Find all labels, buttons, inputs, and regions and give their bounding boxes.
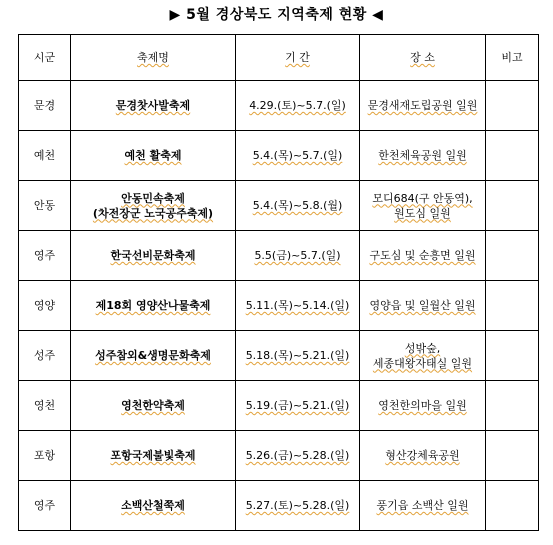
cell-region: 예천 xyxy=(19,131,71,181)
cell-festival-name: 소백산철쭉제 xyxy=(71,481,236,531)
cell-place: 형산강체육공원 xyxy=(360,431,486,481)
cell-place: 모디684(구 안동역), 원도심 일원 xyxy=(360,181,486,231)
cell-note xyxy=(486,331,539,381)
cell-festival-name: 한국선비문화축제 xyxy=(71,231,236,281)
cell-festival-name: 예천 활축제 xyxy=(71,131,236,181)
cell-note xyxy=(486,431,539,481)
page-title: ▶ 5월 경상북도 지역축제 현황 ◀ xyxy=(169,7,384,23)
cell-region: 안동 xyxy=(19,181,71,231)
header-place: 장 소 xyxy=(360,35,486,81)
cell-festival-name: 영천한약축제 xyxy=(71,381,236,431)
cell-region: 영양 xyxy=(19,281,71,331)
festival-table xyxy=(18,34,539,531)
cell-period: 5.5(금)~5.7.(일) xyxy=(236,231,360,281)
table-header-row xyxy=(19,35,539,81)
cell-period: 5.4.(목)~5.8.(월) xyxy=(236,181,360,231)
cell-note xyxy=(486,131,539,181)
cell-place: 성밖숲, 세종대왕자태실 일원 xyxy=(360,331,486,381)
header-period: 기 간 xyxy=(236,35,360,81)
cell-festival-name: 성주참외&생명문화축제 xyxy=(71,331,236,381)
table-row xyxy=(19,431,539,481)
cell-region: 성주 xyxy=(19,331,71,381)
cell-note xyxy=(486,281,539,331)
cell-note xyxy=(486,481,539,531)
cell-place: 한천체육공원 일원 xyxy=(360,131,486,181)
header-region: 시군 xyxy=(19,35,71,81)
table-row xyxy=(19,231,539,281)
cell-region: 영주 xyxy=(19,481,71,531)
table-row xyxy=(19,281,539,331)
cell-region: 영주 xyxy=(19,231,71,281)
header-note: 비고 xyxy=(486,35,539,81)
cell-note xyxy=(486,81,539,131)
cell-place: 영천한의마을 일원 xyxy=(360,381,486,431)
table-row xyxy=(19,181,539,231)
table-row xyxy=(19,331,539,381)
cell-region: 문경 xyxy=(19,81,71,131)
cell-festival-name: 안동민속축제 (차전장군 노국공주축제) xyxy=(71,181,236,231)
cell-period: 5.19.(금)~5.21.(일) xyxy=(236,381,360,431)
cell-place: 영양읍 및 일월산 일원 xyxy=(360,281,486,331)
table-row xyxy=(19,81,539,131)
cell-region: 영천 xyxy=(19,381,71,431)
table-row xyxy=(19,131,539,181)
cell-period: 5.27.(토)~5.28.(일) xyxy=(236,481,360,531)
header-festival-name: 축제명 xyxy=(71,35,236,81)
cell-place: 풍기읍 소백산 일원 xyxy=(360,481,486,531)
cell-festival-name: 문경찻사발축제 xyxy=(71,81,236,131)
cell-place: 문경새재도립공원 일원 xyxy=(360,81,486,131)
cell-place: 구도심 및 순흥면 일원 xyxy=(360,231,486,281)
cell-region: 포항 xyxy=(19,431,71,481)
table-row xyxy=(19,381,539,431)
cell-period: 5.11.(목)~5.14.(일) xyxy=(236,281,360,331)
cell-festival-name: 제18회 영양산나물축제 xyxy=(71,281,236,331)
cell-festival-name: 포항국제불빛축제 xyxy=(71,431,236,481)
cell-period: 5.26.(금)~5.28.(일) xyxy=(236,431,360,481)
cell-note xyxy=(486,181,539,231)
cell-period: 5.4.(목)~5.7.(일) xyxy=(236,131,360,181)
table-row xyxy=(19,481,539,531)
cell-period: 4.29.(토)~5.7.(일) xyxy=(236,81,360,131)
cell-note xyxy=(486,381,539,431)
cell-note xyxy=(486,231,539,281)
cell-period: 5.18.(목)~5.21.(일) xyxy=(236,331,360,381)
